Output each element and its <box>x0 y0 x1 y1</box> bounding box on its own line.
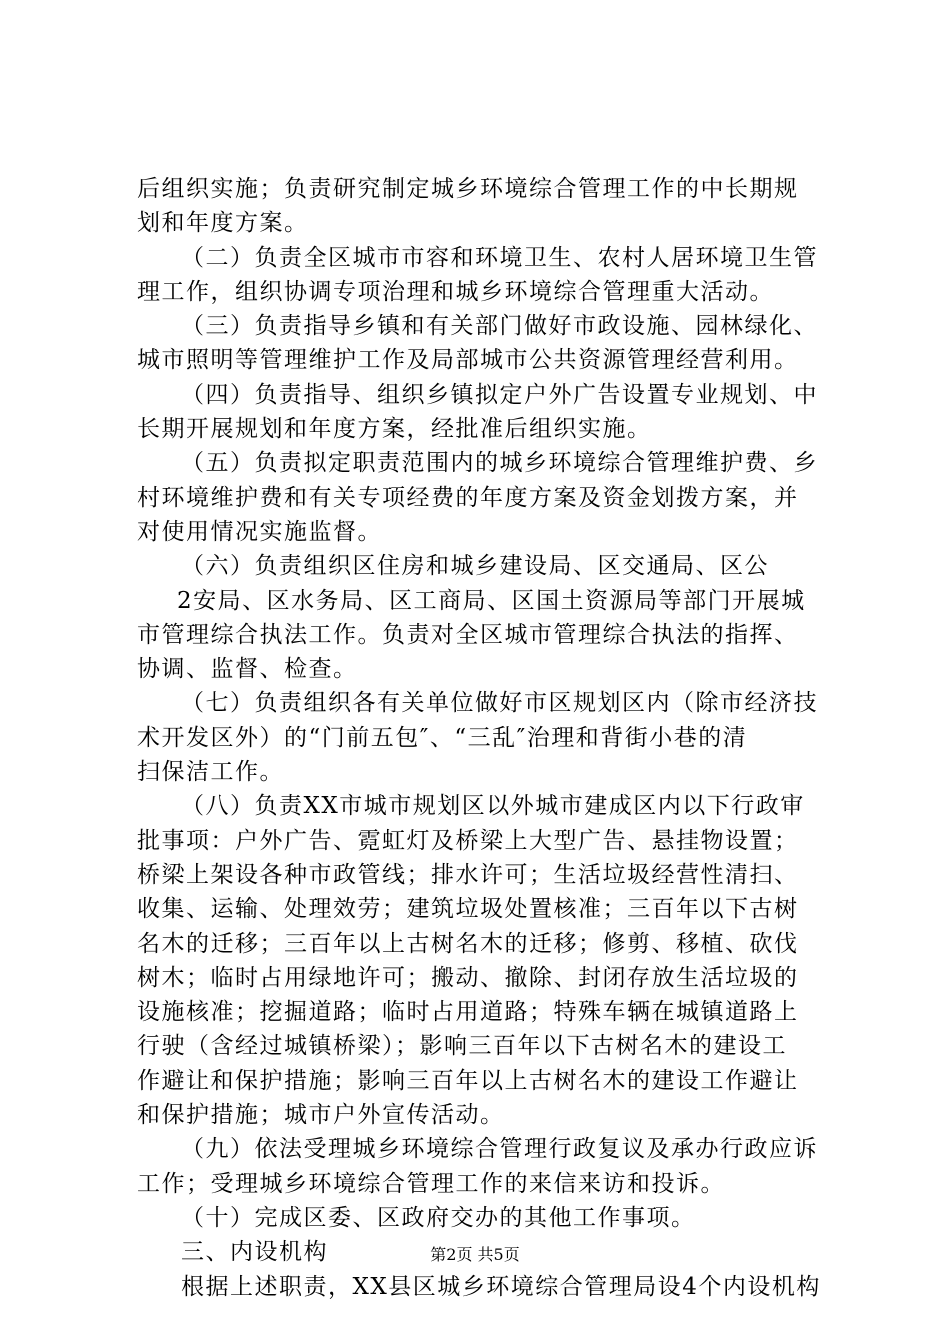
text-line: 根据上述职责，XX县区城乡环境综合管理局设4个内设机构 <box>181 1273 821 1300</box>
text-line: 后组织实施；负责研究制定城乡环境综合管理工作的中长期规 <box>137 176 799 202</box>
document-body <box>137 172 837 1304</box>
text-line: 作避让和保护措施；影响三百年以上古树名木的建设工作避让 <box>137 1067 799 1094</box>
text-line: 理工作，组织协调专项治理和城乡环境综合管理重大活动。 <box>137 278 774 305</box>
text-line: 术开发区外）的“门前五包″、“三乱″治理和背街小巷的清 <box>137 724 748 751</box>
text-line: 和保护措施；城市户外宣传活动。 <box>137 1102 505 1129</box>
text-line: 2安局、区水务局、区工商局、区国土资源局等部门开展城 <box>177 587 806 614</box>
text-line: 划和年度方案。 <box>137 210 309 237</box>
page-footer: 第2页 共5页 <box>430 1245 520 1264</box>
text-line: （二）负责全区城市市容和环境卫生、农村人居环境卫生管 <box>181 244 818 271</box>
text-line: （十）完成区委、区政府交办的其他工作事项。 <box>181 1204 696 1231</box>
text-line: 树木；临时占用绿地许可；搬动、撤除、封闭存放生活垃圾的 <box>137 964 799 991</box>
text-line: 扫保洁工作。 <box>137 759 284 786</box>
text-line: （六）负责组织区住房和城乡建设局、区交通局、区公 <box>181 553 769 580</box>
text-line: （七）负责组织各有关单位做好市区规划区内（除市经济技 <box>181 690 818 717</box>
text-line: 协调、监督、检查。 <box>137 656 358 683</box>
text-line: 行驶（含经过城镇桥梁）；影响三百年以下古树名木的建设工 <box>137 1033 787 1060</box>
text-line: 城市照明等管理维护工作及局部城市公共资源管理经营利用。 <box>137 347 799 374</box>
text-line: （三）负责指导乡镇和有关部门做好市政设施、园林绿化、 <box>181 313 818 340</box>
text-line: 桥梁上架设各种市政管线；排水许可；生活垃圾经营性清扫、 <box>137 861 799 888</box>
text-line: 名木的迁移；三百年以上古树名木的迁移；修剪、移植、砍伐 <box>137 930 799 957</box>
text-line: 设施核准；挖掘道路；临时占用道路；特殊车辆在城镇道路上 <box>137 999 799 1026</box>
text-line: 长期开展规划和年度方案，经批准后组织实施。 <box>137 416 652 443</box>
text-line: （五）负责拟定职责范围内的城乡环境综合管理维护费、乡 <box>181 450 818 477</box>
text-line: 工作；受理城乡环境综合管理工作的来信来访和投诉。 <box>137 1170 725 1197</box>
text-line: 对使用情况实施监督。 <box>137 518 382 545</box>
text-line: （四）负责指导、组织乡镇拟定户外广告设置专业规划、中 <box>181 381 818 408</box>
text-line: 市管理综合执法工作。负责对全区城市管理综合执法的指挥、 <box>137 621 799 648</box>
text-line: （八）负责XX市城市规划区以外城市建成区内以下行政审 <box>181 793 805 820</box>
text-line: 收集、运输、处理效劳；建筑垃圾处置核准；三百年以下古树 <box>137 896 799 923</box>
text-line: （九）依法受理城乡环境综合管理行政复议及承办行政应诉 <box>181 1136 818 1163</box>
text-line: 批事项：户外广告、霓虹灯及桥梁上大型广告、悬挂物设置； <box>137 827 799 854</box>
text-line: 村环境维护费和有关专项经费的年度方案及资金划拨方案，并 <box>137 484 799 511</box>
text-line: 三、内设机构 <box>181 1239 328 1266</box>
